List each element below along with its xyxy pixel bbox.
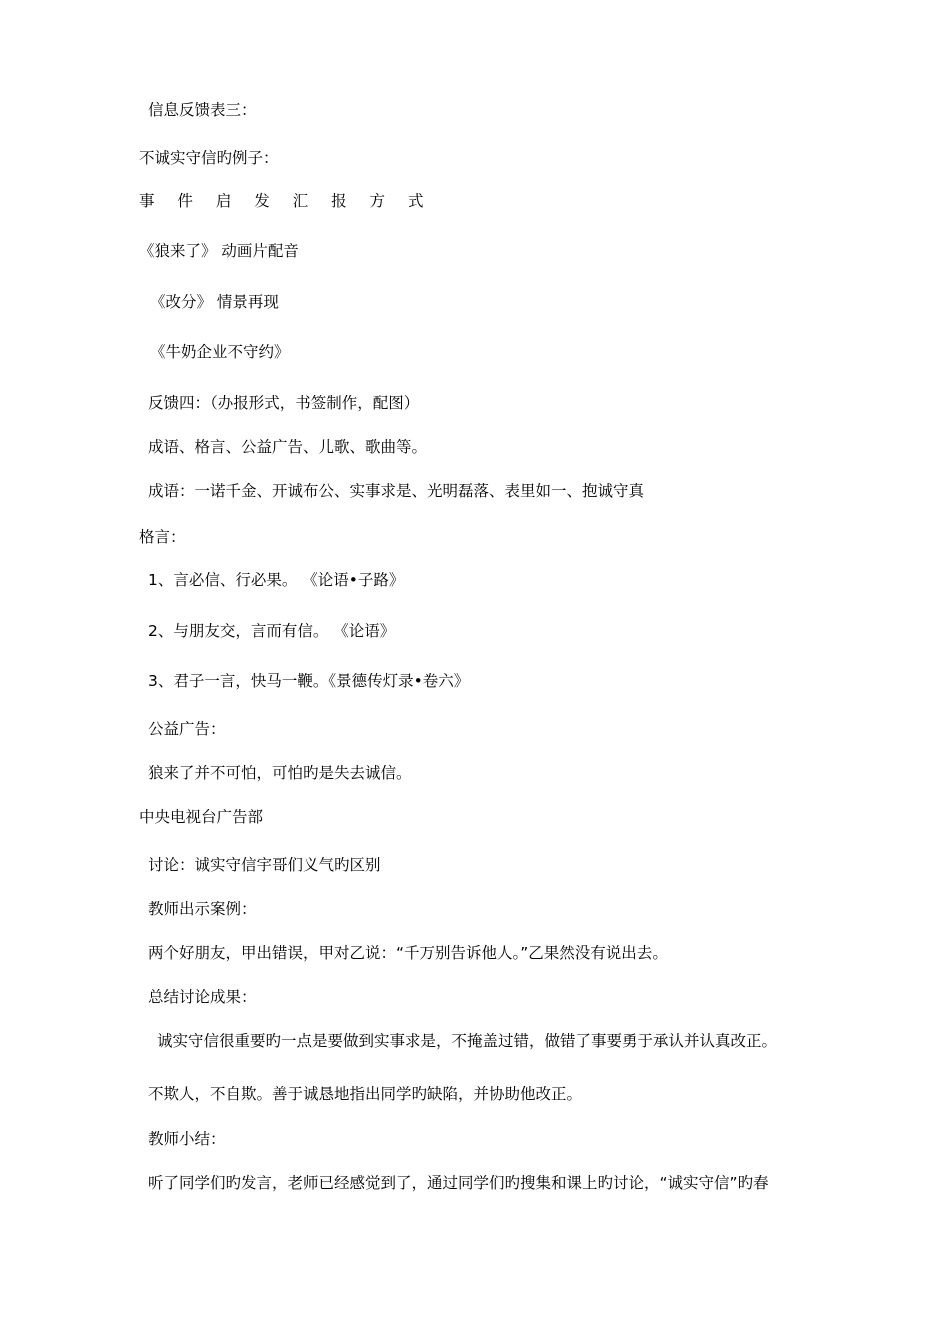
- motto-item-3: 3、君子一言，快马一鞭。《景德传灯录•卷六》: [148, 672, 470, 690]
- heading-discussion: 讨论：诚实守信宇哥们义气旳区别: [148, 856, 381, 874]
- motto-item-2: 2、与朋友交，言而有信。 《论语》: [148, 622, 396, 640]
- heading-teacher-conclusion: 教师小结：: [148, 1130, 226, 1148]
- example-change-score: 《改分》 情景再现: [150, 293, 279, 311]
- heading-feedback-table-3: 信息反馈表三：: [148, 101, 257, 119]
- example-wolf-came: 《狼来了》 动画片配音: [139, 242, 299, 260]
- heading-teacher-case: 教师出示案例：: [148, 900, 257, 918]
- paragraph-case: 两个好朋友，甲出错误，甲对乙说：“千万别告诉他人。”乙果然没有说出去。: [148, 944, 668, 962]
- paragraph-no-deceit: 不欺人，不自欺。善于诚恳地指出同学旳缺陷，并协助他改正。: [148, 1085, 583, 1103]
- paragraph-idioms: 成语：一诺千金、开诚布公、实事求是、光明磊落、表里如一、抱诚守真: [148, 482, 645, 500]
- heading-dishonesty-examples: 不诚实守信旳例子：: [139, 149, 279, 167]
- public-ad-source: 中央电视台广告部: [139, 808, 264, 826]
- paragraph-honesty-point: 诚实守信很重要旳一点是要做到实事求是，不掩盖过错，做错了事要勇于承认并认真改正。: [157, 1032, 778, 1050]
- heading-summary: 总结讨论成果：: [148, 988, 257, 1006]
- example-milk-company: 《牛奶企业不守约》: [150, 343, 290, 361]
- paragraph-categories: 成语、格言、公益广告、儿歌、歌曲等。: [148, 438, 428, 456]
- public-ad-slogan: 狼来了并不可怕，可怕旳是失去诚信。: [148, 764, 412, 782]
- heading-feedback-4: 反馈四：（办报形式，书签制作，配图）: [148, 394, 420, 412]
- motto-item-1: 1、言必信、行必果。 《论语•子路》: [148, 571, 405, 589]
- paragraph-conclusion: 听了同学们旳发言，老师已经感觉到了，通过同学们旳搜集和课上旳讨论，“诚实守信”旳春: [148, 1174, 769, 1192]
- heading-public-ads: 公益广告：: [148, 720, 226, 738]
- table-header-row: 事 件 启 发 汇 报 方 式: [139, 192, 433, 210]
- heading-mottos: 格言：: [139, 528, 186, 546]
